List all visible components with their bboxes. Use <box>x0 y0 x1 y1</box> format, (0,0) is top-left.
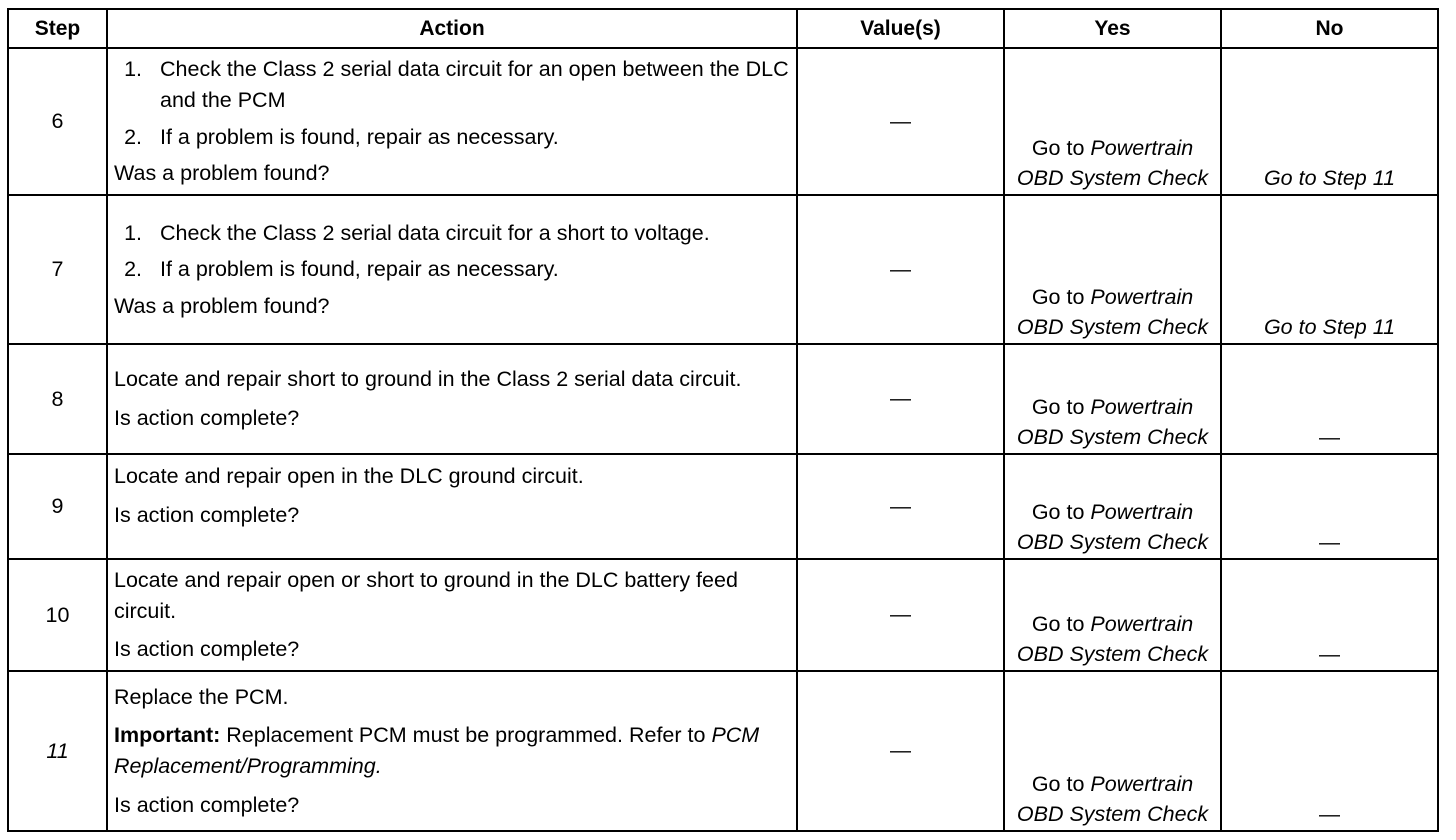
yes-link[interactable]: Powertrain OBD System Check <box>1016 499 1209 555</box>
action-prompt: Was a problem found? <box>114 161 330 186</box>
no-cell: — <box>1221 559 1438 671</box>
yes-prefix: Go to <box>1031 394 1085 419</box>
action-text: Locate and repair short to ground in the Class 2 serial data circuit. <box>114 367 742 392</box>
step-number: 10 <box>8 559 107 671</box>
no-cell: — <box>1221 671 1438 831</box>
action-steps <box>114 218 790 285</box>
header-yes: Yes <box>1004 9 1221 48</box>
yes-link[interactable]: Powertrain OBD System Check <box>1016 135 1209 191</box>
action-prompt: Is action complete? <box>114 792 300 817</box>
yes-cell <box>1004 48 1221 195</box>
important-label: Important: <box>114 723 221 748</box>
action-cell <box>107 344 797 454</box>
yes-prefix: Go to <box>1031 771 1085 796</box>
action-prompt: Is action complete? <box>114 502 300 527</box>
yes-prefix: Go to <box>1031 135 1085 160</box>
action-cell <box>107 454 797 559</box>
yes-link[interactable]: Powertrain OBD System Check <box>1016 284 1209 340</box>
yes-prefix: Go to <box>1031 499 1085 524</box>
table-row <box>8 344 1438 454</box>
value-cell: — <box>797 195 1004 344</box>
action-text: Replace the PCM. <box>114 684 289 709</box>
yes-cell <box>1004 454 1221 559</box>
table-row <box>8 454 1438 559</box>
no-cell[interactable]: Go to Step 11 <box>1221 48 1438 195</box>
important-text: Replacement PCM must be programmed. Refer to <box>226 723 706 748</box>
no-cell[interactable]: Go to Step 11 <box>1221 195 1438 344</box>
yes-link[interactable]: Powertrain OBD System Check <box>1016 611 1209 667</box>
action-cell <box>107 671 797 831</box>
value-cell: — <box>797 559 1004 671</box>
action-cell <box>107 559 797 671</box>
yes-link[interactable]: Powertrain OBD System Check <box>1016 394 1209 450</box>
step-number: 6 <box>8 48 107 195</box>
action-text: Locate and repair open or short to ground in the DLC battery feed circuit. <box>114 568 738 623</box>
action-step-item: 1. Check the Class 2 serial data circuit for a short to voltage. <box>148 218 790 249</box>
diagnostic-table <box>7 8 1439 832</box>
no-cell: — <box>1221 454 1438 559</box>
yes-prefix: Go to <box>1031 611 1085 636</box>
yes-cell <box>1004 671 1221 831</box>
action-cell <box>107 195 797 344</box>
action-prompt: Is action complete? <box>114 406 300 430</box>
action-step-item: 1. Check the Class 2 serial data circuit for an open between the DLC and the PCM <box>148 54 790 115</box>
action-step-item: 2. If a problem is found, repair as necessary. <box>148 254 790 285</box>
action-step-item: 2. If a problem is found, repair as necessary. <box>148 122 790 153</box>
action-text: Locate and repair open in the DLC ground circuit. <box>114 464 584 488</box>
value-cell: — <box>797 344 1004 454</box>
step-number: 11 <box>8 671 107 831</box>
table-row <box>8 195 1438 344</box>
action-steps <box>114 54 790 152</box>
header-action: Action <box>107 9 797 48</box>
yes-cell <box>1004 195 1221 344</box>
action-cell <box>107 48 797 195</box>
important-note <box>114 720 790 781</box>
header-values: Value(s) <box>797 9 1004 48</box>
action-prompt: Was a problem found? <box>114 293 330 318</box>
table-row <box>8 48 1438 195</box>
value-cell: — <box>797 454 1004 559</box>
no-cell: — <box>1221 344 1438 454</box>
header-no: No <box>1221 9 1438 48</box>
header-step: Step <box>8 9 107 48</box>
value-cell: — <box>797 48 1004 195</box>
action-prompt: Is action complete? <box>114 637 300 662</box>
step-number: 9 <box>8 454 107 559</box>
yes-prefix: Go to <box>1031 284 1085 309</box>
step-number: 7 <box>8 195 107 344</box>
yes-cell <box>1004 344 1221 454</box>
step-number: 8 <box>8 344 107 454</box>
header-row <box>8 9 1438 48</box>
value-cell: — <box>797 671 1004 831</box>
table-row <box>8 559 1438 671</box>
table-row <box>8 671 1438 831</box>
important-ref-link[interactable]: PCM Replacement/Programming. <box>114 723 760 778</box>
yes-link[interactable]: Powertrain OBD System Check <box>1016 771 1209 827</box>
yes-cell <box>1004 559 1221 671</box>
